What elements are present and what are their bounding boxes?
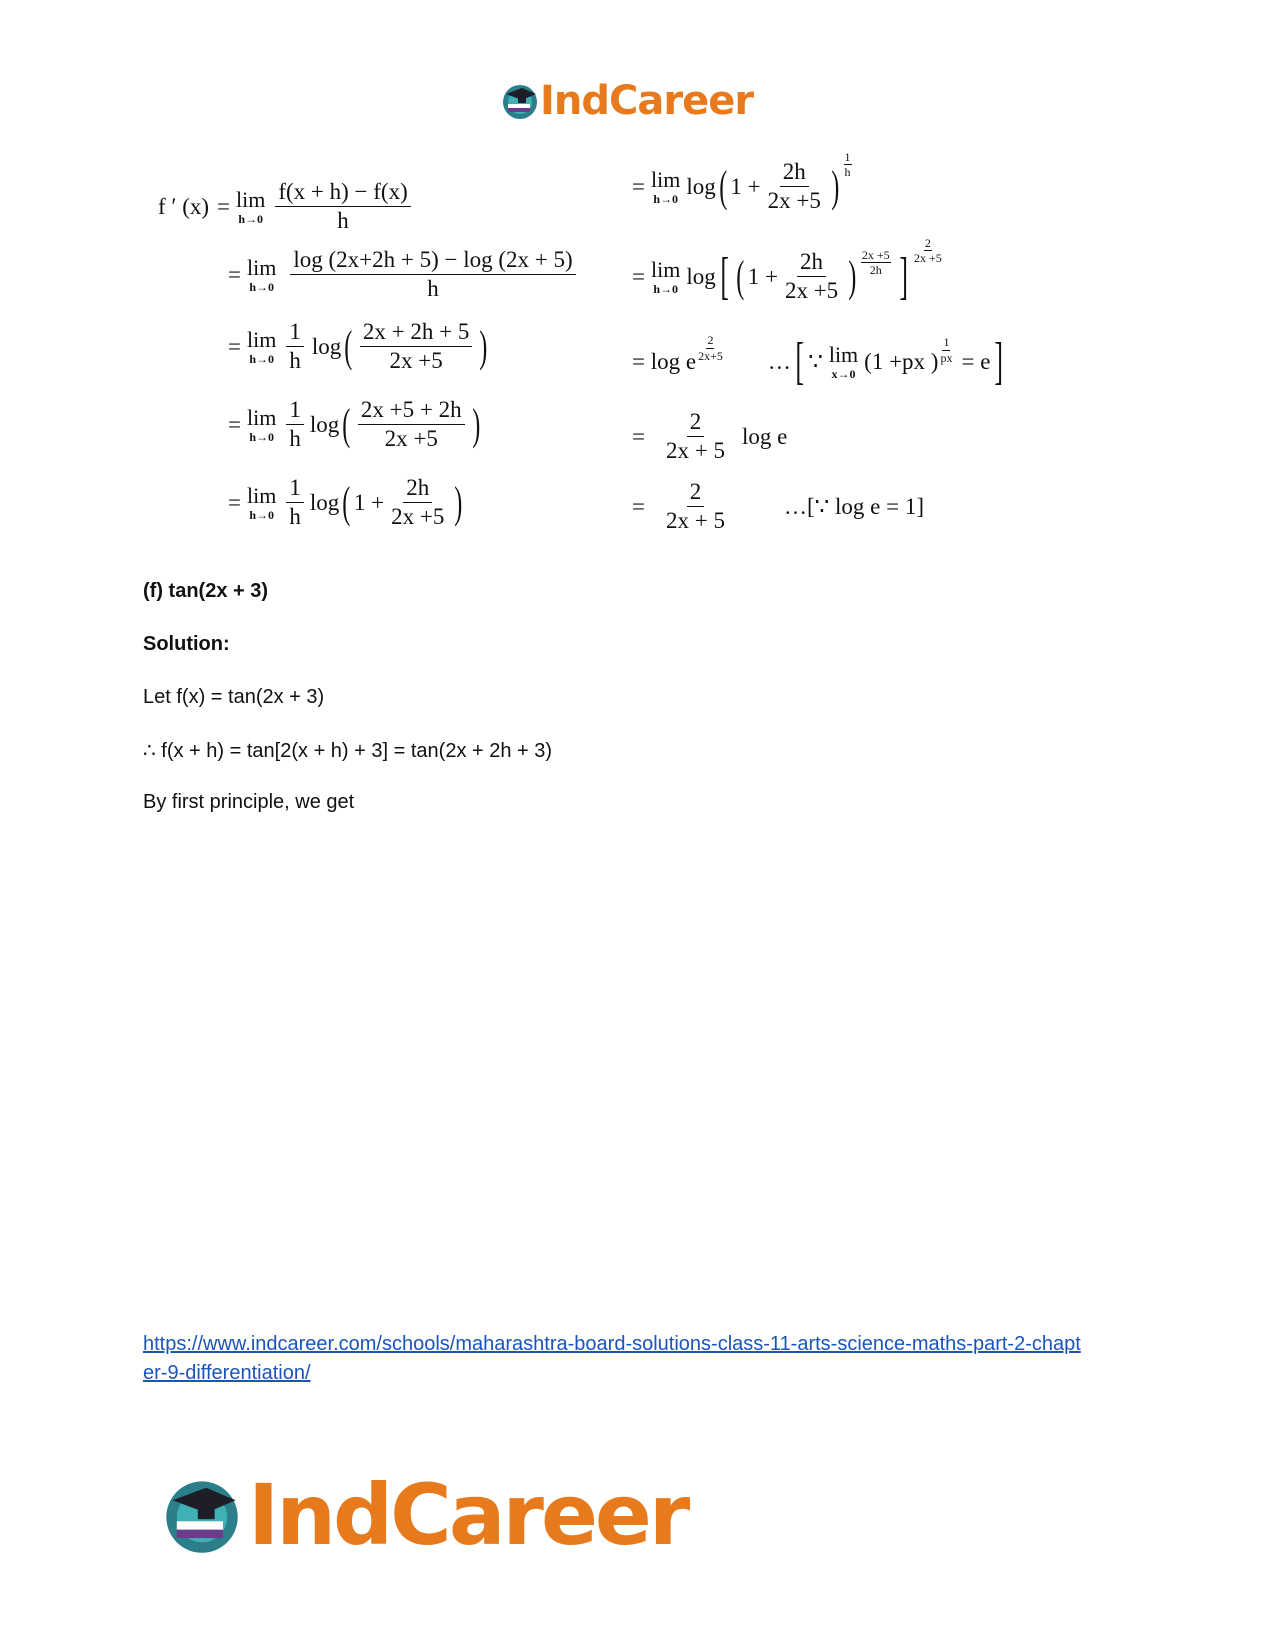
math-row-3: = lim h→0 $\frac{1}{h}$ log ( $\frac{2x + 2h + 5}{2x +5}$ ): [228, 319, 488, 374]
header-logo: [500, 78, 753, 124]
solution-line-1: Let f(x) = tan(2x + 3): [143, 686, 325, 708]
footer-logo: [160, 1466, 687, 1564]
math-row-r1: = lim h→0 log ( 1 + $\frac{2h}{2x +5}$ ) $\frac{1}{h}$: [632, 149, 851, 214]
logo-text: IndCareer: [248, 1466, 688, 1564]
math-row-r3: = log e $\frac{2}{2x+5}$ … [ ∵ lim x→0 (1 +px ) $\frac{1}{px}$ = e ]: [632, 332, 1004, 390]
graduation-cap-book-icon: [160, 1473, 244, 1557]
logo-text: IndCareer: [540, 78, 754, 124]
math-row-1: f ′ (x) = lim h→0 $\frac{f(x + h) - f(x)}{h}$: [158, 180, 415, 233]
graduation-cap-book-icon: [500, 81, 540, 121]
math-row-r2: = lim h→0 log [ ( 1 + $\frac{2h}{2x +5}$ ) $\frac{2x +5}{2h}$ ] $\frac{2}{2x +5}$: [632, 235, 942, 305]
math-row-4: = lim h→0 $\frac{1}{h}$ log ( $\frac{2x +5 + 2h}{2x +5}$ ): [228, 397, 480, 452]
math-row-5: = lim h→0 $\frac{1}{h}$ log ( 1 + $\frac{2h}{2x +5}$ ): [228, 475, 463, 530]
solution-line-2: ∴ f(x + h) = tan[2(x + h) + 3] = tan(2x + 2h + 3): [143, 740, 553, 762]
source-link[interactable]: https://www.indcareer.com/schools/maharashtra-board-solutions-class-11-arts-science-maths-part-2-chapter-9-differentiation/: [143, 1333, 1081, 1384]
math-row-r5: = $\frac{2}{2x + 5}$ …[∵ log e = 1]: [632, 479, 924, 534]
part-heading: (f) tan(2x + 3): [143, 580, 269, 602]
solution-line-3: By first principle, we get: [143, 791, 355, 813]
math-row-2: = lim h→0 $\frac{\log (2x+2h + 5) - \log (2x + 5)}{h}$: [228, 248, 580, 301]
math-row-r4: = $\frac{2}{2x + 5}$ log e: [632, 409, 788, 464]
solution-label: Solution:: [143, 633, 230, 655]
